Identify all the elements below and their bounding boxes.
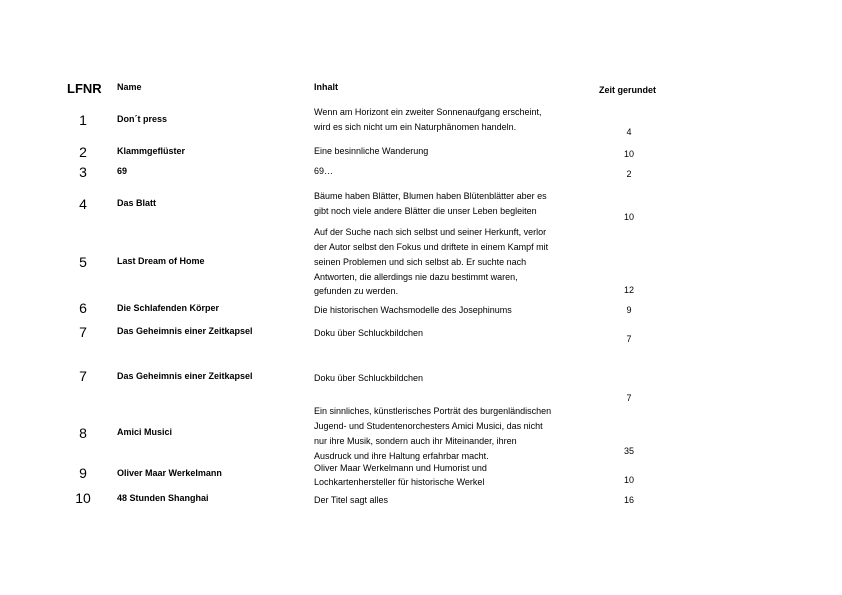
row-inhalt-line: Bäume haben Blätter, Blumen haben Blütenblätter aber es [314, 191, 547, 201]
row-zeit: 16 [623, 495, 634, 505]
row-zeit: 10 [623, 475, 634, 485]
row-name: Die Schlafenden Körper [117, 303, 220, 313]
row-name: Das Geheimnis einer Zeitkapsel [117, 326, 253, 336]
row-lfnr: 8 [79, 425, 87, 441]
row-inhalt-line: 69… [314, 166, 334, 176]
row-inhalt-line: Antworten, die allerdings nie dazu bestimmt waren, [314, 272, 518, 282]
row-inhalt-line: Lochkartenhersteller für historische Werkel [314, 477, 485, 487]
header-lfnr: LFNR [67, 81, 102, 96]
row-inhalt-line: gefunden zu werden. [314, 286, 399, 296]
row-lfnr: 4 [79, 196, 87, 212]
row-name: Das Geheimnis einer Zeitkapsel [117, 371, 253, 381]
header-zeit: Zeit gerundet [599, 85, 657, 95]
row-zeit: 7 [626, 393, 632, 403]
row-zeit: 35 [623, 446, 634, 456]
row-zeit: 10 [623, 212, 634, 222]
row-inhalt-line: Der Titel sagt alles [314, 495, 389, 505]
row-name: Das Blatt [117, 198, 157, 208]
row-inhalt-line: Ein sinnliches, künstlerisches Porträt des burgenländischen [314, 406, 552, 416]
row-inhalt-line: nur ihre Musik, sondern auch ihr Miteinander, ihren [314, 436, 517, 446]
row-lfnr: 7 [79, 324, 87, 340]
row-inhalt-line: Die historischen Wachsmodelle des Josephinums [314, 305, 512, 315]
row-lfnr: 10 [75, 490, 91, 506]
row-lfnr: 2 [79, 144, 87, 160]
row-inhalt-line: Ausdruck und ihre Haltung erfahrbar macht. [314, 451, 489, 461]
row-name: Last Dream of Home [117, 256, 205, 266]
row-name: Klammgeflüster [117, 146, 186, 156]
row-zeit: 12 [623, 285, 634, 295]
row-name: 48 Stunden Shanghai [117, 493, 209, 503]
row-inhalt-line: Oliver Maar Werkelmann und Humorist und [314, 463, 487, 473]
row-lfnr: 7 [79, 368, 87, 384]
row-name: Don´t press [117, 114, 168, 124]
header-name: Name [117, 82, 142, 92]
row-zeit: 9 [626, 305, 632, 315]
row-inhalt-line: Auf der Suche nach sich selbst und seiner Herkunft, verlor [314, 227, 547, 237]
row-zeit: 7 [626, 334, 632, 344]
row-zeit: 4 [626, 127, 632, 137]
row-inhalt-line: Jugend- und Studentenorchesters Amici Musici, das nicht [314, 421, 543, 431]
row-zeit: 2 [626, 169, 632, 179]
row-lfnr: 1 [79, 112, 87, 128]
row-zeit: 10 [623, 149, 634, 159]
row-inhalt-line: Doku über Schluckbildchen [314, 373, 424, 383]
header-inhalt: Inhalt [314, 82, 338, 92]
row-inhalt-line: Wenn am Horizont ein zweiter Sonnenaufgang erscheint, [314, 107, 542, 117]
row-inhalt-line: gibt noch viele andere Blätter die unser Leben begleiten [314, 206, 537, 216]
row-inhalt-line: Eine besinnliche Wanderung [314, 146, 429, 156]
row-inhalt-line: seinen Problemen und sich selbst ab. Er suchte nach [314, 257, 527, 267]
row-lfnr: 6 [79, 300, 87, 316]
row-lfnr: 5 [79, 254, 87, 270]
row-inhalt-line: Doku über Schluckbildchen [314, 328, 424, 338]
row-inhalt-line: wird es sich nicht um ein Naturphänomen handeln. [314, 122, 517, 132]
row-lfnr: 9 [79, 465, 87, 481]
row-name: Amici Musici [117, 427, 173, 437]
row-name: Oliver Maar Werkelmann [117, 468, 222, 478]
row-inhalt-line: der Autor selbst den Fokus und driftete in einem Kampf mit [314, 242, 549, 252]
row-lfnr: 3 [79, 164, 87, 180]
row-name: 69 [117, 166, 128, 176]
